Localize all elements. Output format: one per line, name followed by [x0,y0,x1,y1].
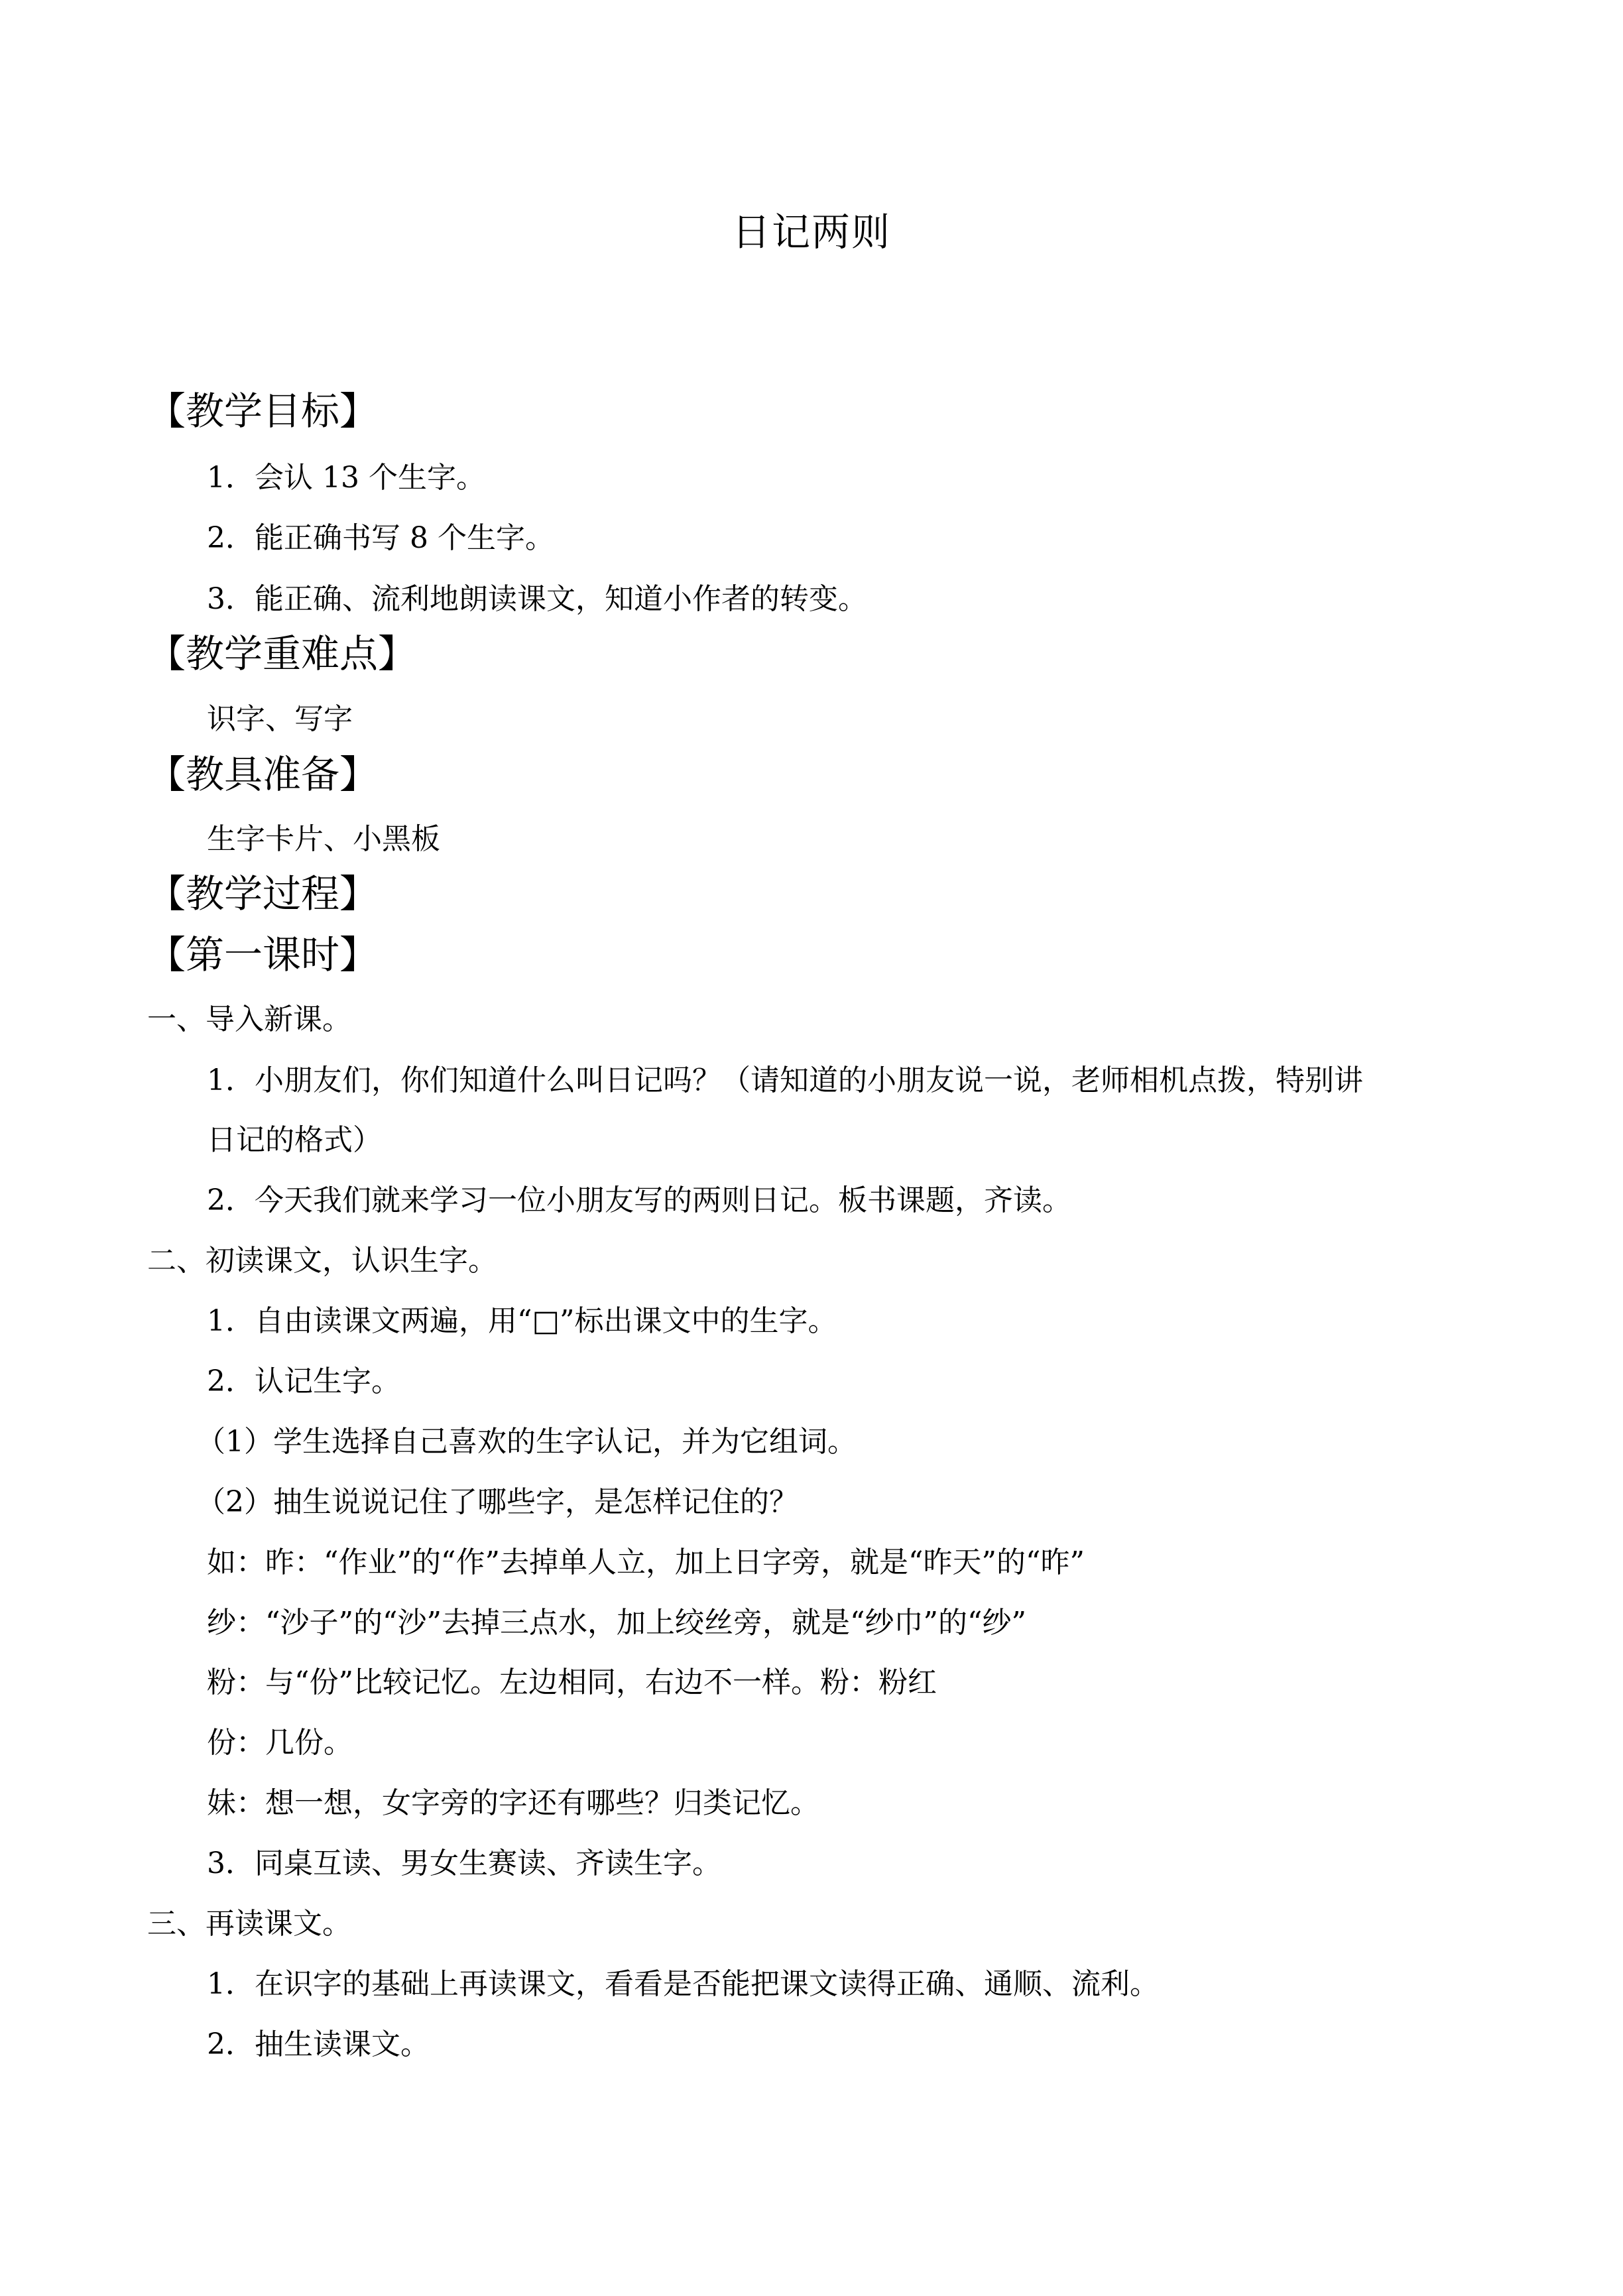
paragraph-line: 3．能正确、流利地朗读课文，知道小作者的转变。 [207,582,867,616]
section-heading-first-lesson: 【第一课时】 [147,932,379,977]
section-heading-objectives: 【教学目标】 [147,389,379,434]
paragraph-line: 1．小朋友们，你们知道什么叫日记吗？（请知道的小朋友说一说，老师相机点拨，特别讲 [207,1063,1363,1097]
paragraph-line: 2．能正确书写 8 个生字。 [207,521,554,555]
step-heading: 一、导入新课。 [147,1002,351,1036]
paragraph-line: 3．同桌互读、男女生赛读、齐读生字。 [207,1846,721,1880]
paragraph-line: 1．自由读课文两遍，用“□”标出课文中的生字。 [207,1304,837,1338]
paragraph-line: 粉：与“份”比较记忆。左边相同，右边不一样。粉：粉红 [207,1665,937,1699]
paragraph-line: 生字卡片、小黑板 [207,822,440,856]
document-title: 日记两则 [731,210,891,255]
paragraph-line: 1．在识字的基础上再读课文，看看是否能把课文读得正确、通顺、流利。 [207,1967,1159,2001]
paragraph-line: 1．会认 13 个生字。 [207,461,485,495]
section-heading-key-points: 【教学重难点】 [147,631,417,676]
paragraph-line: 识字、写字 [207,702,353,736]
paragraph-line: 妹：想一想，女字旁的字还有哪些？归类记忆。 [207,1786,819,1820]
paragraph-line: 如：昨：“作业”的“作”去掉单人立，加上日字旁，就是“昨天”的“昨” [207,1545,1085,1579]
paragraph-line: （1）学生选择自己喜欢的生字认记，并为它组词。 [196,1425,857,1459]
paragraph-line: 2．抽生读课文。 [207,2027,430,2061]
step-heading: 二、初读课文，认识生字。 [147,1244,497,1278]
paragraph-line: 2．认记生字。 [207,1364,400,1398]
paragraph-line: （2）抽生说说记住了哪些字，是怎样记住的？ [196,1485,798,1519]
paragraph-line: 日记的格式） [207,1123,382,1157]
paragraph-line: 份：几份。 [207,1726,353,1760]
section-heading-materials: 【教具准备】 [147,752,379,797]
paragraph-line: 2．今天我们就来学习一位小朋友写的两则日记。板书课题，齐读。 [207,1183,1071,1217]
step-heading: 三、再读课文。 [147,1907,351,1941]
paragraph-line: 纱：“沙子”的“沙”去掉三点水，加上绞丝旁，就是“纱巾”的“纱” [207,1606,1026,1640]
section-heading-process: 【教学过程】 [147,871,379,916]
